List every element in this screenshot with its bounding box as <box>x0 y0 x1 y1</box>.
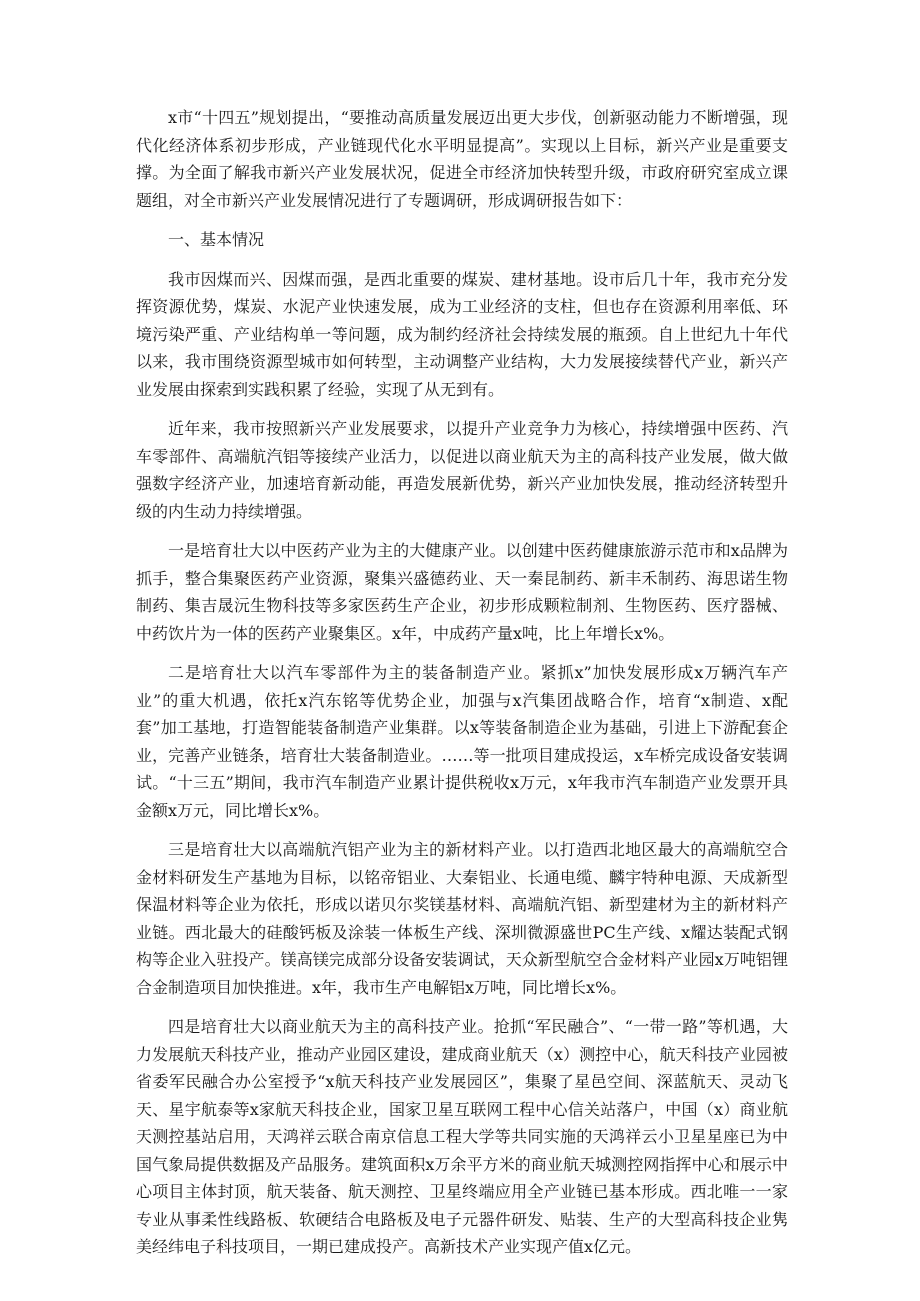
paragraph-health-industry: 一是培育壮大以中医药产业为主的大健康产业。以创建中医药健康旅游示范市和x品牌为抓手，整合集聚医药产业资源，聚集兴盛德药业、天一秦昆制药、新丰禾制药、海思诺生物制药、集吉晟沅生物科技等多家医药生产企业，初步形成颗粒制剂、生物医药、医疗器械、中药饮片为一体的医药产业聚集区。x年，中成药产量x吨，比上年增长x%。 <box>136 541 788 643</box>
paragraph-recent-years: 近年来，我市按照新兴产业发展要求，以提升产业竞争力为核心，持续增强中医药、汽车零部件、高端航汽铝等接续产业活力，以促进以商业航天为主的高科技产业发展，做大做强数字经济产业，加速培育新动能，再造发展新优势，新兴产业加快发展，推动经济转型升级的内生动力持续增强。 <box>136 419 788 521</box>
paragraph-new-materials: 三是培育壮大以高端航汽铝产业为主的新材料产业。以打造西北地区最大的高端航空合金材料研发生产基地为目标，以铭帝铝业、大秦铝业、长通电缆、麟宇特种电源、天成新型保温材料等企业为依托，形成以诺贝尔奖镁基材料、高端航汽铝、新型建材为主的新材料产业链。西北最大的硅酸钙板及涂装一体板生产线、深圳微源盛世PC生产线、x耀达装配式钢构等企业入驻投产。镁高镁完成部分设备安装调试，天众新型航空合金材料产业园x万吨铝锂合金制造项目加快推进。x年，我市生产电解铝x万吨，同比增长x%。 <box>136 840 788 997</box>
paragraph-high-tech-aerospace: 四是培育壮大以商业航天为主的高科技产业。抢抓“军民融合”、“一带一路”等机遇，大力发展航天科技产业，推动产业园区建设，建成商业航天（x）测控中心，航天科技产业园被省委军民融合办公室授予“x航天科技产业发展园区”，集聚了星邑空间、深蓝航天、灵动飞天、星宇航泰等x家航天科技企业，国家卫星互联网工程中心信关站落户，中国（x）商业航天测控基站启用，天鸿祥云联合南京信息工程大学等共同实施的天鸿祥云小卫星星座已为中国气象局提供数据及产品服务。建筑面积x万余平方米的商业航天城测控网指挥中心和展示中心项目主体封顶，航天装备、航天测控、卫星终端应用全产业链已基本形成。西北唯一一家专业从事柔性线路板、软硬结合电路板及电子元器件研发、贴装、生产的大型高科技企业隽美经纬电子科技项目，一期已建成投产。高新技术产业实现产值x亿元。 <box>136 1017 788 1256</box>
section-heading-basic-situation: 一、基本情况 <box>168 230 265 249</box>
intro-paragraph: x市“十四五”规划提出，“要推动高质量发展迈出更大步伐，创新驱动能力不断增强，现代化经济体系初步形成，产业链现代化水平明显提高”。实现以上目标，新兴产业是重要支撑。为全面了解我市新兴产业发展状况，促进全市经济加快转型升级，市政府研究室成立课题组，对全市新兴产业发展情况进行了专题调研，形成调研报告如下： <box>136 108 788 210</box>
document-body <box>136 104 788 1273</box>
paragraph-history: 我市因煤而兴、因煤而强，是西北重要的煤炭、建材基地。设市后几十年，我市充分发挥资源优势，煤炭、水泥产业快速发展，成为工业经济的支柱，但也存在资源利用率低、环境污染严重、产业结构单一等问题，成为制约经济社会持续发展的瓶颈。自上世纪九十年代以来，我市围绕资源型城市如何转型，主动调整产业结构，大力发展接续替代产业，新兴产业发展由探索到实践积累了经验，实现了从无到有。 <box>136 269 788 399</box>
paragraph-equipment-industry: 二是培育壮大以汽车零部件为主的装备制造产业。紧抓x”加快发展形成x万辆汽车产业”的重大机遇，依托x汽东铭等优势企业，加强与x汽集团战略合作，培育“x制造、x配套”加工基地，打造智能装备制造产业集群。以x等装备制造企业为基础，引进上下游配套企业，完善产业链条，培育壮大装备制造业。……等一批项目建成投运，x车桥完成设备安装调试。“十三五”期间，我市汽车制造产业累计提供税收x万元，x年我市汽车制造产业发票开具金额x万元，同比增长x%。 <box>136 663 788 820</box>
